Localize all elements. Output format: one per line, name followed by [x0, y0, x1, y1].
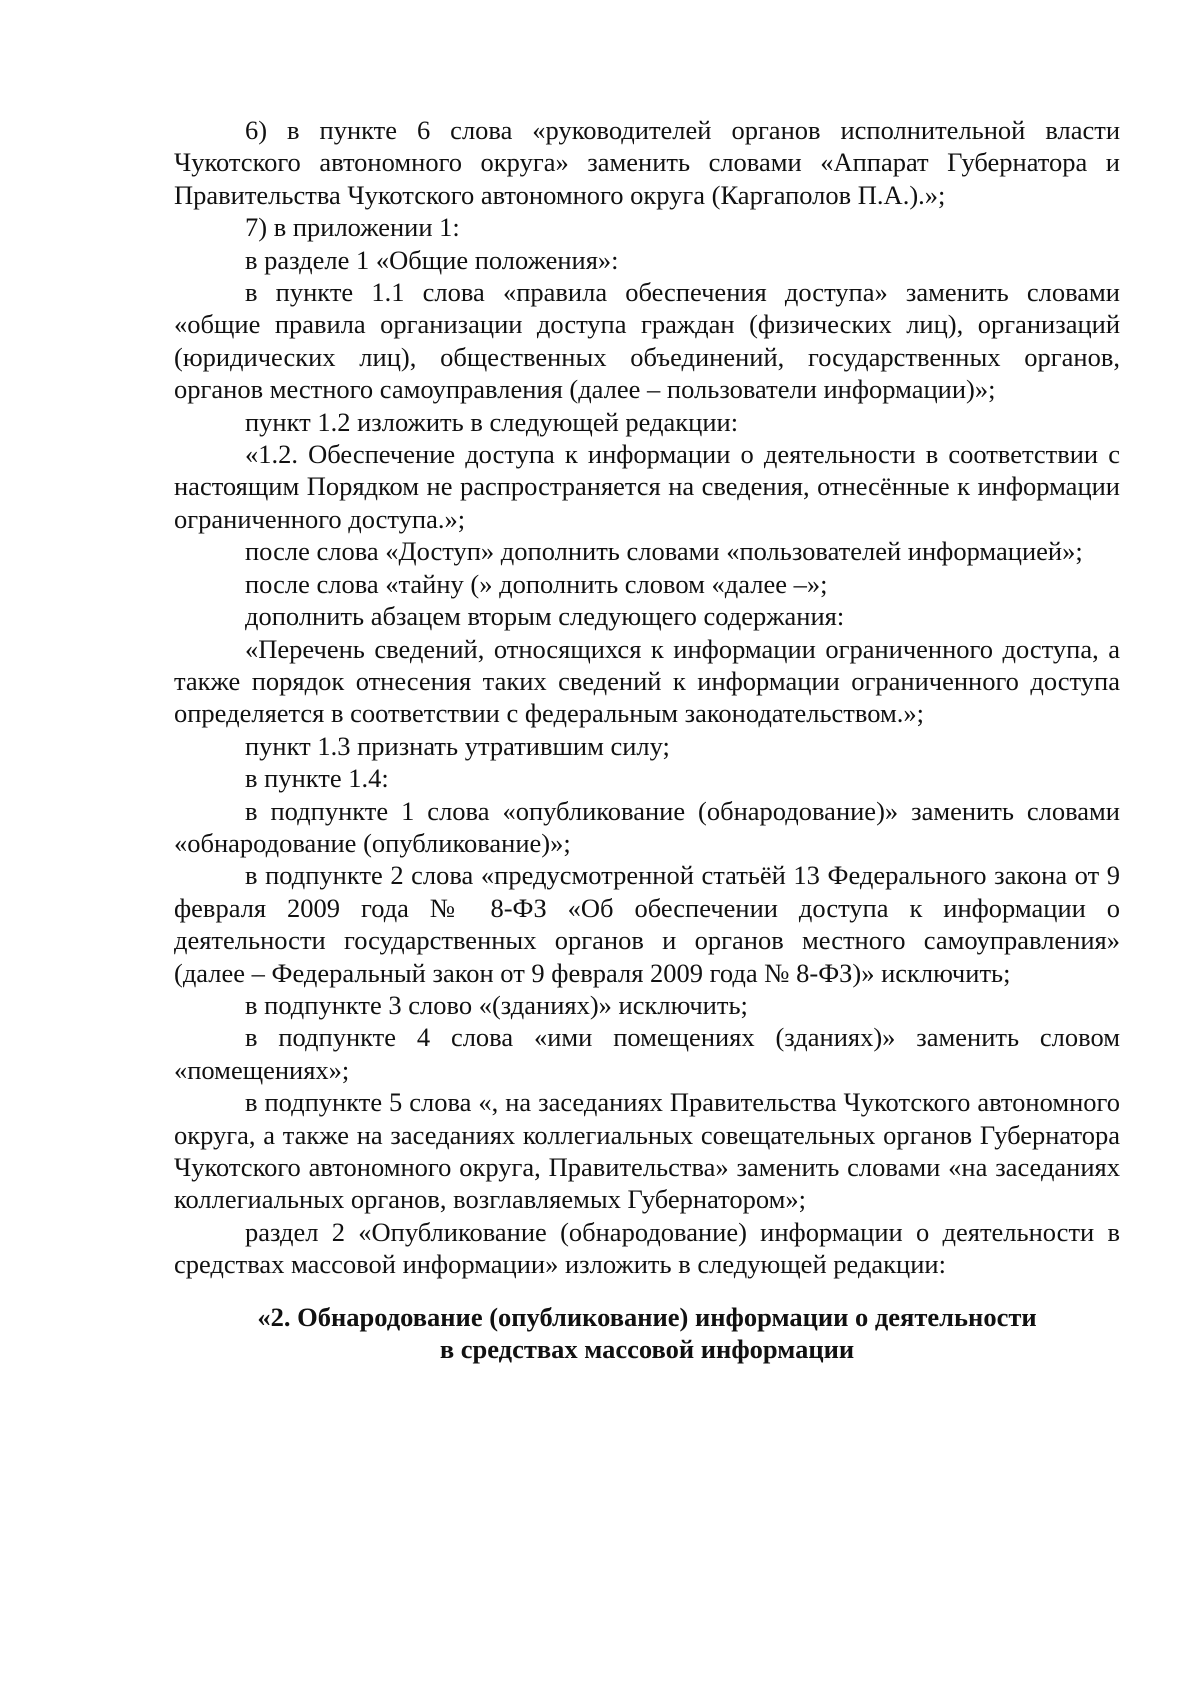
paragraph-point-1-4: в пункте 1.4:: [245, 763, 389, 794]
paragraph-point-1-3: пункт 1.3 признать утратившим силу;: [245, 730, 670, 761]
section-2-heading-line-2: в средствах массовой информации: [439, 1334, 855, 1365]
section-2-heading-line-1: «2. Обнародование (опубликование) информации о деятельности: [257, 1301, 1037, 1332]
document-body: [174, 114, 1120, 1365]
paragraph-subpoint-2: в подпункте 2 слова «предусмотренной статьёй 13 Федерального закона от 9 февраля 2009 года № 8-ФЗ «Об обеспечении доступа к информации о деятельности государственных органов и органов местного самоуправления» (далее – Федеральный закон от 9 февраля 2009 года № 8-ФЗ)» исключить;: [174, 860, 1120, 988]
paragraph-after-access: после слова «Доступ» дополнить словами «пользователей информацией»;: [245, 536, 1083, 567]
paragraph-section-1: в разделе 1 «Общие положения»:: [245, 244, 619, 275]
section-2-heading: [174, 1301, 1120, 1366]
paragraph-restricted-list: «Перечень сведений, относящихся к информации ограниченного доступа, а также порядок отнесения таких сведений к информации ограниченного доступа определяется в соответствии с федеральным законодательством.»;: [174, 633, 1120, 729]
paragraph-subpoint-5: в подпункте 5 слова «, на заседаниях Правительства Чукотского автономного округа, а также на заседаниях коллегиальных совещательных органов Губернатора Чукотского автономного округа, Правительства» заменить словами «на заседаниях коллегиальных органов, возглавляемых Губернатором»;: [174, 1087, 1120, 1215]
paragraph-item-6-amendment: 6) в пункте 6 слова «руководителей органов исполнительной власти Чукотского автономного округа» заменить словами «Аппарат Губернатора и Правительства Чукотского автономного округа (Каргаполов П.А.).»;: [174, 115, 1120, 210]
paragraph-after-secret: после слова «тайну (» дополнить словом «далее –»;: [245, 568, 828, 599]
paragraph-add-second: дополнить абзацем вторым следующего содержания:: [245, 601, 845, 632]
paragraph-subpoint-1: в подпункте 1 слова «опубликование (обнародование)» заменить словами «обнародование (опубликование)»;: [174, 795, 1120, 858]
paragraph-subpoint-4: в подпункте 4 слова «ими помещениях (зданиях)» заменить словом «помещениях»;: [174, 1022, 1120, 1085]
paragraph-point-1-2-intro: пункт 1.2 изложить в следующей редакции:: [245, 406, 739, 437]
paragraph-appendix-1: 7) в приложении 1:: [245, 212, 460, 243]
paragraph-subpoint-3: в подпункте 3 слово «(зданиях)» исключить;: [245, 989, 748, 1020]
paragraph-point-1-1: в пункте 1.1 слова «правила обеспечения доступа» заменить словами «общие правила организации доступа граждан (физических лиц), организаций (юридических лиц), общественных объединений, государственных органов, органов местного самоуправления (далее – пользователи информации)»;: [174, 277, 1120, 405]
paragraph-point-1-2-text: «1.2. Обеспечение доступа к информации о деятельности в соответствии с настоящим Порядком не распространяется на сведения, отнесённые к информации ограниченного доступа.»;: [174, 439, 1120, 534]
paragraph-section-2-intro: раздел 2 «Опубликование (обнародование) информации о деятельности в средствах массовой информации» изложить в следующей редакции:: [174, 1216, 1120, 1280]
